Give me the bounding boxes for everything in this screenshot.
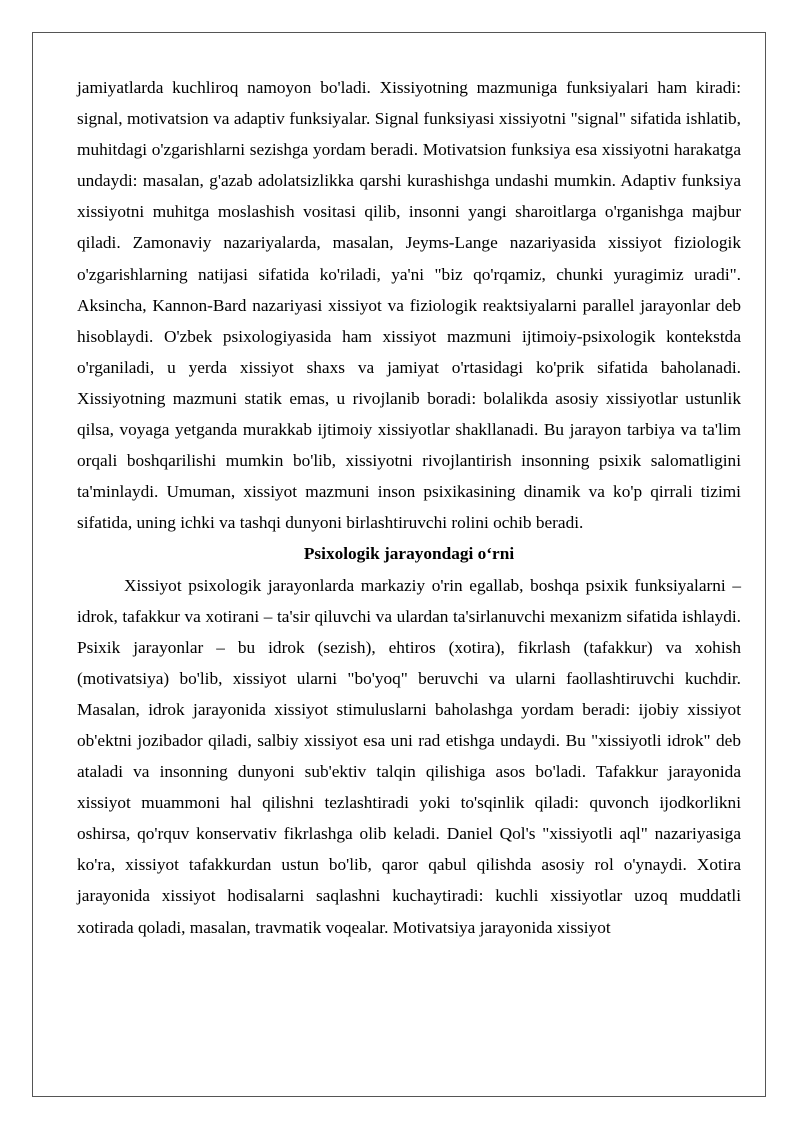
body-paragraph: Xissiyot psixologik jarayonlarda markaziy o'rin egallab, boshqa psixik funksiyalarni – idrok, tafakkur va xotirani – ta'sir qiluvchi va ulardan ta'sirlanuvchi mexanizm sifatida ishlaydi. Psixik jarayonlar – bu idrok (sezish), ehtiros (xotira), fikrlash (tafakkur) va xohish (motivatsiya) bo'lib, xissiyot ularni "bo'yoq" beruvchi va ularni faollashtiruvchi kuchdir. Masalan, idrok jarayonida xissiyot stimuluslarni baholashga yordam beradi: ijobiy xissiyot ob'ektni jozibador qiladi, salbiy xissiyot esa uni rad etishga undaydi. Bu "xissiyotli idrok" deb ataladi va insonning dunyoni sub'ektiv talqin qilishiga asos bo'ladi. Tafakkur jarayonida xissiyot muammoni hal qilishni tezlashtiradi yoki to'sqinlik qiladi: quvonch ijodkorlikni oshirsa, qo'rquv konservativ fikrlashga olib keladi. Daniel Qol's "xissiyotli aql" nazariyasiga ko'ra, xissiyot tafakkurdan ustun bo'lib, qaror qabul qilishda asosiy rol o'ynaydi. Xotira jarayonida xissiyot hodisalarni saqlashni kuchaytiradi: kuchli xissiyotlar uzoq muddatli xotirada qoladi, masalan, travmatik voqealar. Motivatsiya jarayonida xissiyot [77, 575, 741, 937]
body-paragraph: jamiyatlarda kuchliroq namoyon bo'ladi. Xissiyotning mazmuniga funksiyalari ham kiradi: signal, motivatsion va adaptiv funksiyalar. Signal funksiyasi xissiyotni "signal" sifatida ishlatib, muhitdagi o'zgarishlarni sezishga yordam beradi. Motivatsion funksiya esa xissiyotni harakatga undaydi: masalan, g'azab adolatsizlikka qarshi kurashishga undashi mumkin. Adaptiv funksiya xissiyotni muhitga moslashish vositasi qilib, insonni yangi sharoitlarga o'rganishga majbur qiladi. Zamonaviy nazariyalarda, masalan, Jeyms-Lange nazariyasida xissiyot fiziologik o'zgarishlarning natijasi sifatida ko'riladi, ya'ni "biz qo'rqamiz, chunki yuragimiz uradi". Aksincha, Kannon-Bard nazariyasi xissiyot va fiziologik reaktsiyalarni parallel jarayonlar deb hisoblaydi. O'zbek psixologiyasida ham xissiyot mazmuni ijtimoiy-psixologik kontekstda o'rganiladi, u yerda xissiyot shaxs va jamiyat o'rtasidagi ko'prik sifatida baholanadi. Xissiyotning mazmuni statik emas, u rivojlanib boradi: bolalikda asosiy xissiyotlar ustunlik qilsa, voyaga yetganda murakkab ijtimoiy xissiyotlar shakllanadi. Bu jarayon tarbiya va ta'lim orqali boshqarilishi mumkin bo'lib, xissiyotni rivojlantirish insonning psixik salomatligini ta'minlaydi. Umuman, xissiyot mazmuni inson psixikasining dinamik va ko'p qirrali tizimi sifatida, uning ichki va tashqi dunyoni birlashtiruvchi rolini ochib beradi. [77, 78, 741, 533]
page-content [77, 72, 741, 943]
section-heading: Psixologik jarayondagi o‘rni [303, 544, 515, 564]
